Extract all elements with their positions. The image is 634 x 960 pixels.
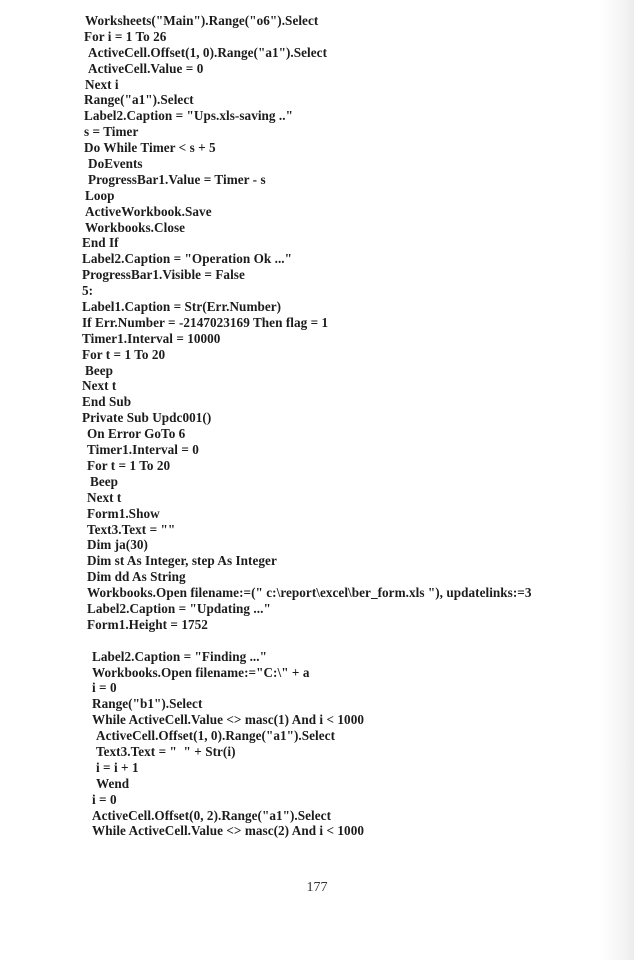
code-line: On Error GoTo 6: [87, 426, 186, 442]
code-line: Form1.Show: [87, 505, 160, 521]
code-line: 5:: [82, 283, 94, 299]
code-line: Label2.Caption = "Operation Ok ...": [82, 251, 293, 267]
code-line: Loop: [85, 187, 115, 203]
code-line: Timer1.Interval = 10000: [82, 330, 221, 346]
code-line: Label2.Caption = "Updating ...": [87, 600, 271, 616]
code-line: Label2.Caption = "Ups.xls-saving ..": [84, 108, 293, 124]
code-line: Beep: [85, 362, 114, 378]
code-line: Range("a1").Select: [84, 92, 194, 108]
page-number: 177: [306, 880, 328, 895]
code-line: i = 0: [92, 680, 117, 696]
code-line: Timer1.Interval = 0: [87, 442, 199, 458]
code-line: ActiveCell.Offset(1, 0).Range("a1").Select: [88, 44, 328, 60]
code-line: ProgressBar1.Visible = False: [82, 267, 245, 283]
code-line: Dim st As Integer, step As Integer: [87, 553, 277, 569]
code-line: Dim dd As String: [87, 569, 186, 585]
code-line: [0, 633, 600, 649]
code-listing: [0, 13, 600, 839]
code-line: If Err.Number = -2147023169 Then flag = 1: [82, 314, 329, 330]
code-line: Form1.Height = 1752: [87, 616, 208, 632]
code-line: Label2.Caption = "Finding ...": [92, 648, 267, 664]
code-line: Do While Timer < s + 5: [84, 140, 216, 156]
code-line: Dim ja(30): [87, 537, 148, 553]
code-line: Workbooks.Open filename:="C:\" + a: [92, 664, 310, 680]
code-line: Worksheets("Main").Range("o6").Select: [85, 13, 319, 28]
page-edge-shadow: [600, 0, 634, 960]
code-line: Next i: [85, 76, 119, 92]
code-line: Wend: [96, 775, 130, 791]
code-line: ActiveCell.Value = 0: [88, 60, 204, 76]
code-line: For t = 1 To 20: [87, 457, 171, 473]
code-line: Range("b1").Select: [92, 696, 203, 712]
code-line: ActiveCell.Offset(0, 2).Range("a1").Select: [92, 807, 332, 823]
code-line: ProgressBar1.Value = Timer - s: [88, 171, 266, 187]
code-line: While ActiveCell.Value <> masc(2) And i < 1000: [92, 823, 364, 839]
code-line: Text3.Text = " " + Str(i): [96, 743, 236, 759]
code-line: s = Timer: [84, 124, 139, 140]
code-line: End If: [82, 235, 119, 251]
code-line: Private Sub Updc001(): [82, 410, 212, 426]
code-line: Workbooks.Open filename:=(" c:\report\excel\ber_form.xls "), updatelinks:=3: [87, 585, 532, 601]
code-line: For t = 1 To 20: [82, 346, 166, 362]
code-line: Text3.Text = "": [87, 521, 176, 537]
code-line: Label1.Caption = Str(Err.Number): [82, 299, 282, 315]
code-line: While ActiveCell.Value <> masc(1) And i < 1000: [92, 712, 364, 728]
code-line: Next t: [87, 489, 122, 505]
code-line: DoEvents: [88, 156, 143, 172]
code-line: i = i + 1: [96, 759, 139, 775]
code-line: Beep: [90, 473, 119, 489]
code-line: i = 0: [92, 791, 117, 807]
code-line: ActiveCell.Offset(1, 0).Range("a1").Select: [96, 728, 336, 744]
code-line: For i = 1 To 26: [84, 28, 167, 44]
code-line: Next t: [82, 378, 117, 394]
code-line: ActiveWorkbook.Save: [85, 203, 212, 219]
code-line: End Sub: [82, 394, 132, 410]
code-line: Workbooks.Close: [85, 219, 186, 235]
